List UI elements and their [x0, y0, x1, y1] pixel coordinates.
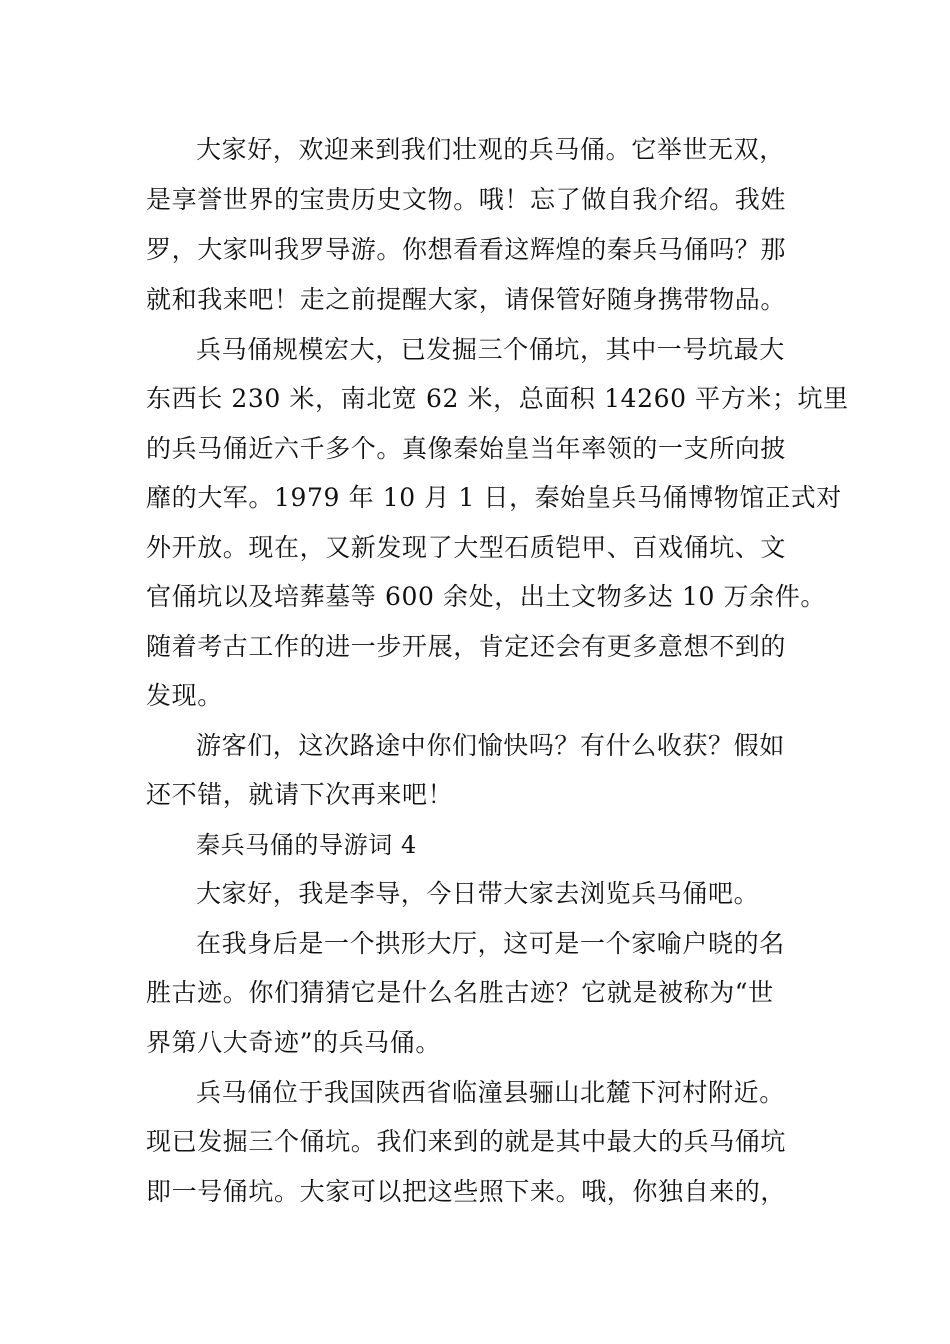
paragraph-1-line-4: 就和我来吧！走之前提醒大家，请保管好随身携带物品。	[146, 285, 787, 314]
paragraph-3-line-1: 游客们，这次路途中你们愉快吗？有什么收获？假如	[196, 731, 785, 760]
paragraph-2-line-5: 外开放。现在，又新发现了大型石质铠甲、百戏俑坑、文	[146, 533, 787, 562]
paragraph-1-line-3: 罗，大家叫我罗导游。你想看看这辉煌的秦兵马俑吗？那	[146, 235, 787, 264]
paragraph-6-line-1: 兵马俑位于我国陕西省临潼县骊山北麓下河村附近。	[196, 1078, 785, 1107]
paragraph-2-line-3: 的兵马俑近六千多个。真像秦始皇当年率领的一支所向披	[146, 434, 787, 463]
paragraph-6-line-3: 即一号俑坑。大家可以把这些照下来。哦，你独自来的，	[146, 1177, 787, 1206]
paragraph-1-line-1: 大家好，欢迎来到我们壮观的兵马俑。它举世无双，	[196, 135, 785, 164]
paragraph-3-line-2: 还不错，就请下次再来吧！	[146, 780, 454, 809]
paragraph-5-line-3: 界第八大奇迹”的兵马俑。	[146, 1028, 441, 1057]
paragraph-6-line-2: 现已发掘三个俑坑。我们来到的就是其中最大的兵马俑坑	[146, 1127, 787, 1156]
paragraph-2-line-2: 东西长 230 米，南北宽 62 米，总面积 14260 平方米；坑里	[146, 384, 849, 413]
paragraph-2-line-1: 兵马俑规模宏大，已发掘三个俑坑，其中一号坑最大	[196, 335, 785, 364]
paragraph-1-line-2: 是享誉世界的宝贵历史文物。哦！忘了做自我介绍。我姓	[146, 185, 787, 214]
paragraph-2-line-4: 靡的大军。1979 年 10 月 1 日，秦始皇兵马俑博物馆正式对	[146, 483, 842, 512]
paragraph-4-line-1: 大家好，我是李导，今日带大家去浏览兵马俑吧。	[196, 879, 760, 908]
paragraph-5-line-2: 胜古迹。你们猜猜它是什么名胜古迹？它就是被称为“世	[146, 978, 774, 1007]
paragraph-5-line-1: 在我身后是一个拱形大厅，这可是一个家喻户晓的名	[196, 929, 785, 958]
paragraph-2-line-7: 随着考古工作的进一步开展，肯定还会有更多意想不到的	[146, 632, 787, 661]
paragraph-2-line-6: 官俑坑以及培葬墓等 600 余处，出土文物多达 10 万余件。	[146, 582, 826, 611]
paragraph-2-line-8: 发现。	[146, 681, 223, 710]
section-heading: 秦兵马俑的导游词 4	[196, 831, 417, 859]
